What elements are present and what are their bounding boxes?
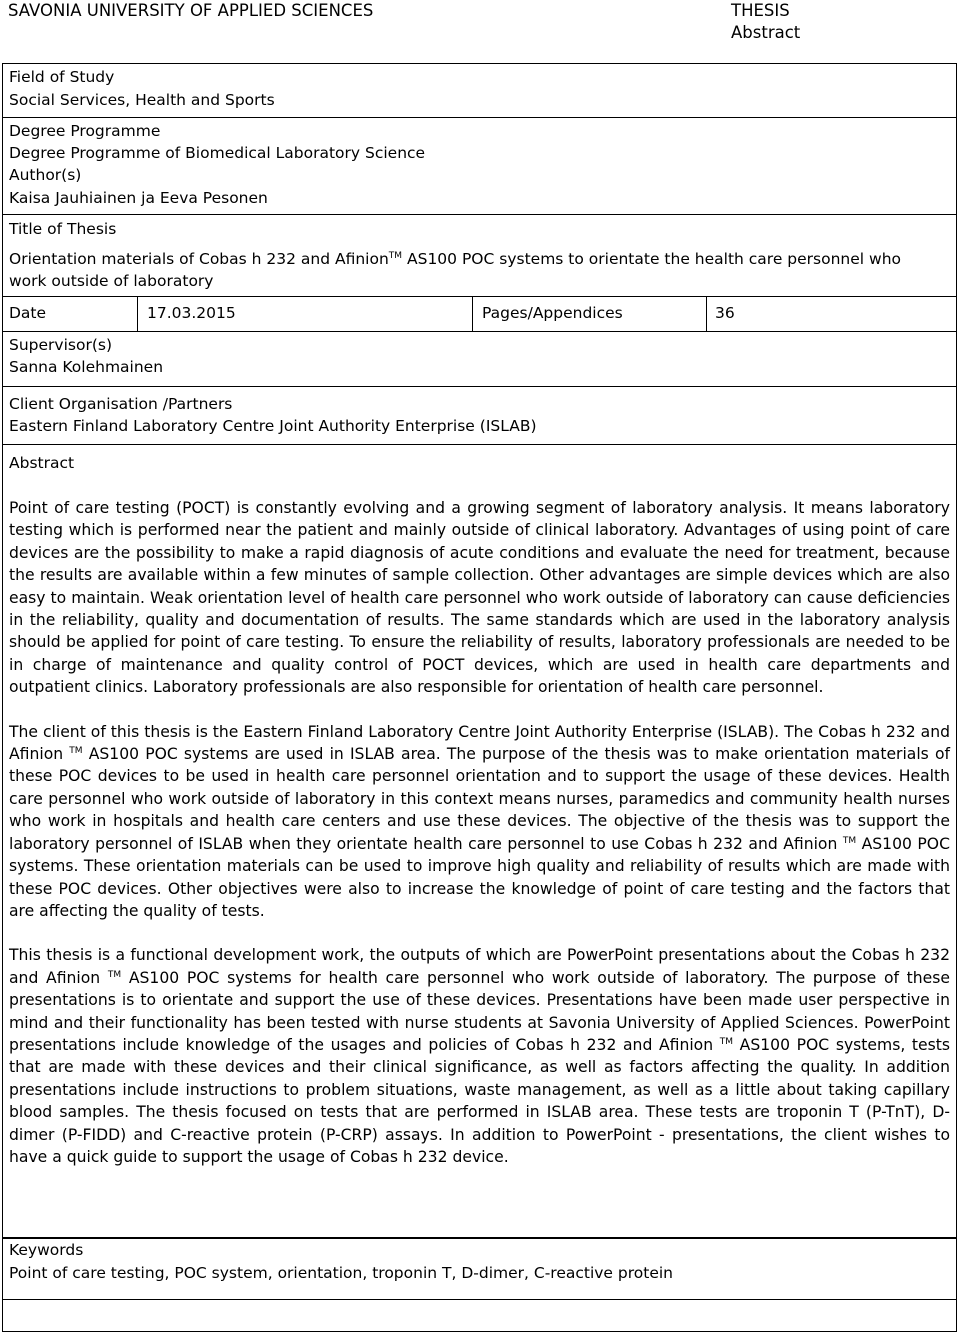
- title-line-1: [9, 248, 901, 271]
- title-line-2: work outside of laboratory: [9, 272, 214, 290]
- pages-label: Pages/Appendices: [482, 304, 623, 322]
- abstract-body: [9, 497, 950, 1190]
- field-of-study-label: Field of Study: [9, 68, 115, 86]
- authors-value: Kaisa Jauhiainen ja Eeva Pesonen: [9, 189, 268, 207]
- document-type: [731, 0, 800, 44]
- date-label: Date: [9, 304, 47, 322]
- title-label: Title of Thesis: [9, 220, 117, 238]
- date-col-divider-3: [706, 296, 707, 331]
- abstract-paragraph-1: Point of care testing (POCT) is constantly evolving and a growing segment of laboratory analysis. It means laboratory testing which is performed near the patient and mainly outside of clinical laboratory. Advantages of using point of care devices are the possibility to make a rapid diagnosis of acute conditions and evaluate the need for treatment, because the results are available within a few minutes of sample collection. Other advantages are simple devices which are also easy to maintain. Weak orientation level of health care personnel who work outside of laboratory can cause deficiencies in the reliability, quality and documentation of results. The same standards which are used in the laboratory analysis should be applied for point of care testing. To ensure the reliability of results, laboratory professionals are needed to be in charge of maintenance and quality control of POCT devices, which are used in health care departments and outpatient clinics. Laboratory professionals are also responsible for orientation of health care personnel.: [9, 499, 950, 697]
- trademark-mark: TM: [719, 1036, 734, 1047]
- divider-authors-title: [2, 214, 957, 215]
- title-text-b: AS100 POC systems to orientate the health care personnel who: [407, 250, 901, 268]
- abstract-paragraph-3: [9, 944, 950, 1168]
- divider-field-degree: [2, 117, 957, 118]
- abstract-p3-part-b: AS100 POC systems for health care personnel who work outside of laboratory. The purpose of these presentations is to orientate and support the use of these devices. Presentations have been made user perspective in mind and their functionality has been tested with nurse students at Savonia University of Applied Sciences. PowerPoint presentations include knowledge of the usages and policies of Cobas h 232 and Afinion: [9, 968, 950, 1054]
- date-col-divider-2: [472, 296, 473, 331]
- abstract-p2-part-c: AS100 POC systems. These orientation materials can be used to improve high quality and reliability of results which are made with these POC devices. Other objectives were also to increase the knowledge of point of care testing and the factors that are affecting the quality of tests.: [9, 834, 950, 920]
- trademark-mark: TM: [842, 835, 857, 846]
- degree-programme-label: Degree Programme: [9, 122, 161, 140]
- abstract-p2-part-a: The client of this thesis is the Eastern Finland Laboratory Centre Joint Authority Enterprise (ISLAB). The Cobas h 232 and Afinion: [9, 722, 950, 764]
- keywords-label: Keywords: [9, 1241, 84, 1259]
- thesis-label: THESIS: [731, 1, 790, 20]
- client-label: Client Organisation /Partners: [9, 395, 233, 413]
- supervisors-label: Supervisor(s): [9, 336, 112, 354]
- abstract-p3-part-a: This thesis is a functional development work, the outputs of which are PowerPoint presentations about the Cobas h 232 and Afinion: [9, 946, 950, 987]
- bottom-empty-box: [2, 1299, 957, 1332]
- trademark-mark: TM: [388, 251, 403, 261]
- divider-title-date: [2, 296, 957, 297]
- divider-date-supervisors: [2, 331, 957, 332]
- abstract-type-label: Abstract: [731, 23, 801, 42]
- trademark-mark: TM: [69, 746, 83, 757]
- supervisors-value: Sanna Kolehmainen: [9, 358, 164, 376]
- field-of-study-value: Social Services, Health and Sports: [9, 91, 275, 109]
- abstract-p3-part-c: AS100 POC systems, tests that are made with these devices and their clinical significance, as well as factors affecting the quality. In addition presentations include instructions to problem situations, waste management, as well as a little about taking capillary blood samples. The thesis focused on tests that are performed in ISLAB area. These tests are troponin T (P-TnT), D-dimer (P-FIDD) and C-reactive protein (P-CRP) assays. In addition to PowerPoint - presentations, the client wishes to have a quick guide to support the usage of Cobas h 232 device.: [9, 1035, 950, 1166]
- date-col-divider-1: [137, 296, 138, 331]
- divider-supervisors-client: [2, 386, 957, 387]
- abstract-label: Abstract: [9, 454, 75, 472]
- keywords-value: Point of care testing, POC system, orientation, troponin T, D-dimer, C-reactive protein: [9, 1264, 673, 1282]
- abstract-paragraph-2: [9, 721, 950, 923]
- title-text-a: Orientation materials of Cobas h 232 and Afinion: [9, 250, 389, 268]
- institution-name: SAVONIA UNIVERSITY OF APPLIED SCIENCES: [8, 1, 374, 20]
- client-value: Eastern Finland Laboratory Centre Joint Authority Enterprise (ISLAB): [9, 417, 537, 435]
- trademark-mark: TM: [107, 969, 122, 980]
- pages-value: 36: [715, 304, 735, 322]
- degree-programme-value: Degree Programme of Biomedical Laboratory Science: [9, 144, 426, 162]
- abstract-p2-part-b: AS100 POC systems are used in ISLAB area. The purpose of the thesis was to make orientation materials of these POC devices to be used in health care personnel orientation and to support the usage of these devices. Health care personnel who work outside of laboratory in this context means nurses, paramedics and community health nurses who work in hospitals and health care centers and use these devices. The objective of the thesis was to support the laboratory personnel of ISLAB when they orientate health care personnel to use Cobas h 232 and Afinion: [9, 745, 950, 853]
- divider-client-abstract: [2, 444, 957, 445]
- authors-label: Author(s): [9, 166, 82, 184]
- date-value: 17.03.2015: [147, 304, 236, 322]
